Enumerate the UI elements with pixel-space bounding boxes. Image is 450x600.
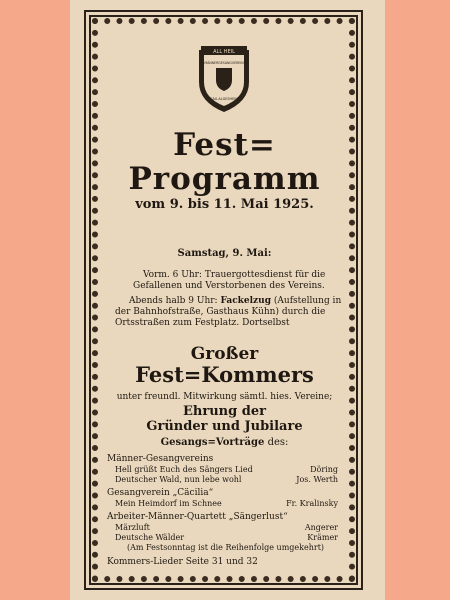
- morning-service-text: Vorm. 6 Uhr: Trauergottesdienst für die Gefallenen und Verstorbenen des Vereins.: [133, 270, 326, 291]
- song-title-3: Mein Heimdorf im Schnee: [115, 499, 222, 508]
- program-sheet: [70, 0, 385, 600]
- title-line-1: Fest=: [173, 127, 276, 163]
- song-title-2: Deutscher Wald, nun lebe wohl: [115, 475, 242, 484]
- evening-time: Abends halb 9 Uhr:: [129, 296, 218, 306]
- date-range: vom 9. bis 11. Mai 1925.: [135, 197, 314, 212]
- song-recitals-label: Gesangs=Vorträge: [160, 437, 265, 448]
- cooperation-text: unter freundl. Mitwirkung sämtl. hies. Vereine;: [116, 392, 333, 402]
- torch-procession-label: Fackelzug: [220, 296, 272, 306]
- society-emblem-icon: [195, 44, 253, 114]
- kommers-songbook-note: Kommers-Lieder Seite 31 und 32: [107, 557, 258, 567]
- song-composer-5: Krämer: [307, 533, 338, 542]
- song-recitals-suffix: des:: [267, 437, 289, 448]
- song-title-5: Deutsche Wälder: [115, 533, 185, 542]
- torch-procession-details: (Aufstellung in der Bahnhofstraße, Gasthaus Kühn) durch die Ortsstraßen zum Festplatz. Dortselbst: [115, 296, 342, 328]
- honor-heading-1: Ehrung der: [183, 404, 266, 419]
- saturday-heading: Samstag, 9. Mai:: [177, 248, 272, 259]
- emblem-mid-text: MÄNNERGESANGVEREIN: [204, 61, 244, 65]
- song-composer-4: Angerer: [304, 523, 338, 532]
- song-composer-2: Jos. Werth: [296, 475, 338, 484]
- caecilia-heading: Gesangverein „Cäcilia“: [107, 488, 214, 498]
- grosser-heading: Großer: [190, 344, 259, 364]
- order-note: (Am Festsonntag ist die Reihenfolge umgekehrt): [127, 543, 325, 552]
- song-title-1: Hell grüßt Euch des Sängers Lied: [115, 465, 253, 474]
- emblem-top-text: ALL HEIL: [213, 49, 235, 55]
- song-composer-1: Döring: [310, 465, 338, 474]
- program-content: [97, 24, 352, 576]
- song-recitals-heading: [97, 437, 352, 448]
- song-composer-3: Fr. Kralinsky: [286, 499, 338, 508]
- torch-procession-text: [115, 296, 343, 329]
- song-title-4: Märzluft: [115, 523, 150, 532]
- title-line-2: Programm: [128, 161, 321, 197]
- quartet-heading: Arbeiter-Männer-Quartett „Sängerlust“: [107, 512, 288, 522]
- mgv-heading: Männer-Gesangvereins: [107, 454, 214, 464]
- honor-heading-2: Gründer und Jubilare: [146, 419, 303, 434]
- emblem-bottom-text: GAU-ALGESHEIM: [209, 97, 239, 101]
- fest-kommers-heading: Fest=Kommers: [135, 362, 314, 387]
